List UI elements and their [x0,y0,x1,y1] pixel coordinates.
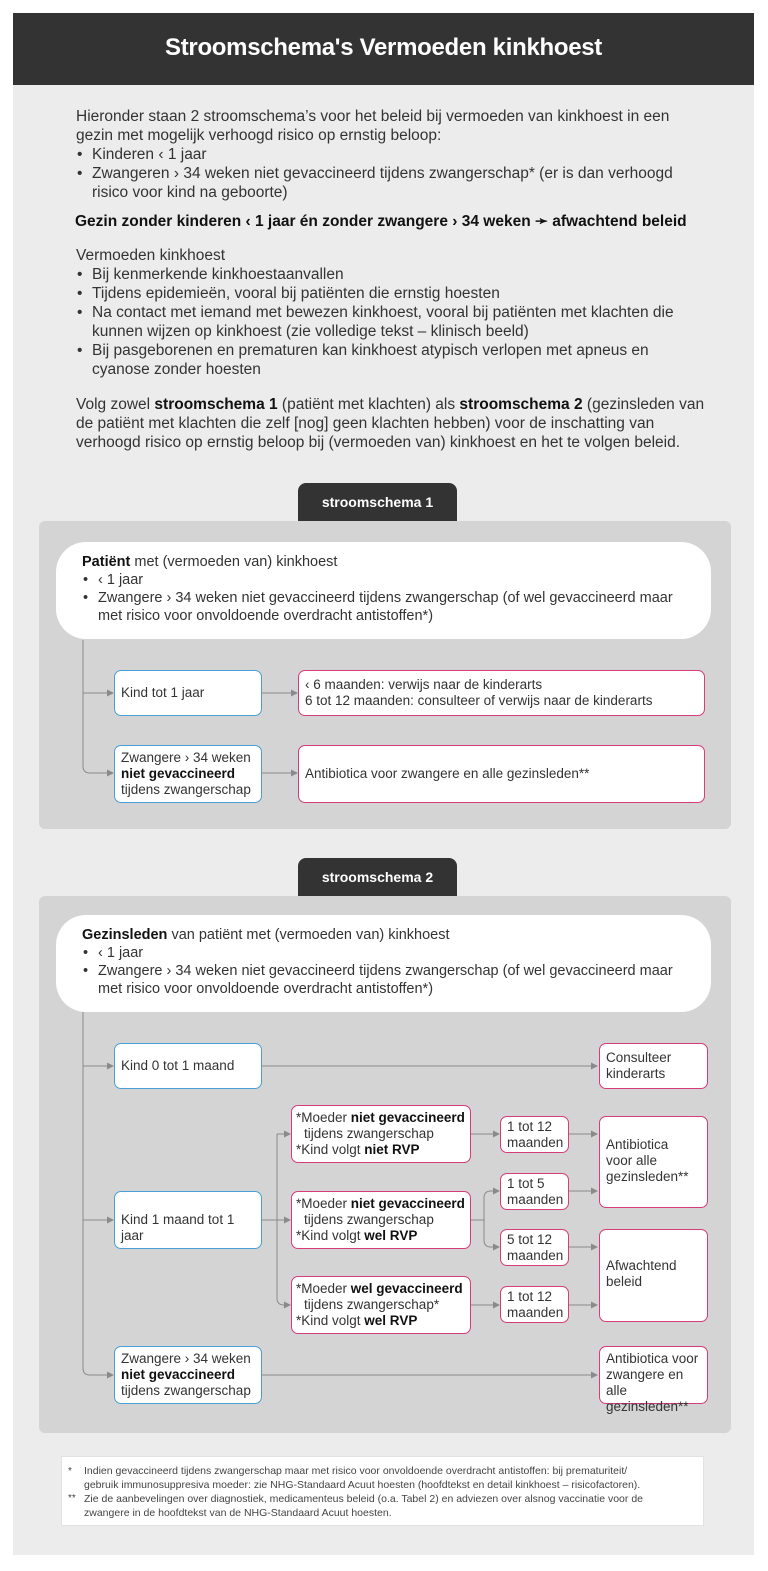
schema2-head-rest: van patiënt met (vermoeden van) kinkhoest [167,927,450,943]
s1-child-box [114,670,262,716]
s2-m1-text: tijdens zwangerschap [304,1126,434,1141]
footnote-mark: ** [68,1493,76,1504]
footnote-mark: * [68,1466,72,1477]
schema1-bullet: • Zwangere › 34 weken niet gevaccineerd tijdens zwangerschap (of wel gevaccineerd maar met risico voor onvoldoende overdracht antistoffen*) [82,589,695,625]
s2-m1-text: *Moeder [296,1110,351,1125]
s2-mother3-arrow [277,1298,290,1305]
s2-m3-bold: wel gevaccineerd [350,1281,463,1296]
s2-kind0-label: Kind 0 tot 1 maand [121,1058,235,1073]
s1-preg-result-label: Antibiotica voor zwangere en alle gezinsleden** [305,766,590,781]
s2-preg-result-line: Antibiotica voor [606,1351,699,1366]
schema2-head-bold: Gezinsleden [82,927,168,943]
s2-mother2-box [291,1191,471,1249]
suspicion-bullet: • Tijdens epidemieën, vooral bij patiënten die ernstig hoesten [76,284,706,303]
s2-kind1-box [114,1191,262,1249]
s2-age1-box [500,1116,569,1153]
schema1-head-rest: met (vermoeden van) kinkhoest [130,554,338,570]
footnote-line: zwangere in de hoofdtekst van de NHG-Standaard Acuut hoesten. [84,1506,392,1519]
s1-child-result-box [298,670,705,716]
s2-preg-box [114,1346,262,1404]
footnote-text [84,1465,700,1492]
s2-m2-text: tijdens zwangerschap [304,1212,434,1227]
s2-m3-text: tijdens zwangerschap* [304,1297,440,1312]
follow-text: (patiënt met klachten) als [277,396,460,413]
s2-age-line: 5 tot 12 [507,1232,553,1247]
suspicion-bullet: • Bij pasgeborenen en prematuren kan kinkhoest atypisch verlopen met apneus en cyanose zonder hoesten [76,341,706,379]
follow-text: (gezinsleden van de patiënt met klachten die zelf [nog] geen klachten hebben) voor de inschatting van verhoogd risico op ernstig beloop bij (vermoeden van) kinkhoest en het te volgen beleid. [76,396,705,451]
intro-text: Hieronder staan 2 stroomschema’s voor het beleid bij vermoeden van kinkhoest in een gezin met mogelijk verhoogd risico op ernstig beloop: [76,108,670,144]
s2-m1-text: *Kind volgt [296,1142,365,1157]
s2-anti-line: voor alle [606,1153,658,1168]
s2-consult-line: kinderarts [606,1066,666,1081]
s2-consult-box [599,1043,708,1089]
suspicion-bullet: • Na contact met iemand met bewezen kinkhoest, vooral bij patiënten met klachten die kunnen wijzen op kinkhoest (zie volledige tekst – klinisch beeld) [76,303,706,341]
s2-wait-line: beleid [606,1274,643,1289]
footnotes-box [61,1456,704,1526]
s2-anti-line: gezinsleden** [606,1169,689,1184]
s2-m3-bold: wel RVP [364,1313,418,1328]
follow-bold: stroomschema 2 [459,396,583,413]
s1-trunk-line [83,640,113,773]
s2-age3-box [500,1229,569,1266]
suspicion-heading: Vermoeden kinkhoest [76,247,226,264]
s2-age-line: maanden [507,1305,564,1320]
suspicion-bullet: • Bij kenmerkende kinkhoestaanvallen [76,265,706,284]
s2-antibiotics-box [599,1116,708,1208]
s2-m2-text: *Moeder [296,1196,351,1211]
schema1-tab: stroomschema 1 [298,483,457,521]
s2-preg-line: Zwangere › 34 weken [121,1351,251,1366]
s2-m2-age2-arrow [484,1240,499,1247]
footnote-text [84,1493,700,1520]
s2-age-line: maanden [507,1192,564,1207]
s2-m1-bold: niet gevaccineerd [350,1110,465,1125]
s2-preg-bold: niet gevaccineerd [121,1367,236,1382]
schema1-bullet: • ‹ 1 jaar [82,571,695,589]
s2-age-line: 1 tot 5 [507,1176,545,1191]
s1-child-result-line: ‹ 6 maanden: verwijs naar de kinderarts [305,677,543,692]
follow-text: Volg zowel [76,396,155,413]
s2-age-line: maanden [507,1248,564,1263]
s1-child-label: Kind tot 1 jaar [121,685,205,700]
s2-age-line: 1 tot 12 [507,1119,553,1134]
s2-m1-bold: niet RVP [364,1142,420,1157]
s2-preg-line: tijdens zwangerschap [121,1383,251,1398]
s1-preg-bold: niet gevaccineerd [121,766,236,781]
intro-bold-line: Gezin zonder kinderen ‹ 1 jaar én zonder zwangere › 34 weken ➛ afwachtend beleid [75,213,687,230]
s2-m2-bold: niet gevaccineerd [350,1196,465,1211]
s2-age4-box [500,1286,569,1323]
s2-m3-text: *Kind volgt [296,1313,365,1328]
intro-bullet: • Zwangeren › 34 weken niet gevaccineerd tijdens zwangerschap* (er is dan verhoogd risico voor kind na geboorte) [76,164,706,202]
page-title: Stroomschema's Vermoeden kinkhoest [165,34,602,61]
s2-mother3-box [291,1276,471,1334]
schema2-tab: stroomschema 2 [298,858,457,896]
s2-kind1-label: Kind 1 maand tot 1 jaar [121,1212,235,1243]
s2-age2-box [500,1173,569,1210]
s1-preg-line: Zwangere › 34 weken [121,750,251,765]
s2-wait-line: Afwachtend [606,1258,677,1273]
s2-age-line: 1 tot 12 [507,1289,553,1304]
footnote-line: Zie de aanbevelingen over diagnostiek, medicamenteus beleid (o.a. Tabel 2) en adviezen over alsnog vaccinatie voor de [84,1493,643,1505]
s1-preg-line: tijdens zwangerschap [121,782,251,797]
follow-bold: stroomschema 1 [154,396,278,413]
s2-m2-age1-arrow [484,1191,499,1198]
s2-consult-line: Consulteer [606,1050,672,1065]
s2-preg-result-box [599,1346,708,1414]
s1-preg-result-box [298,745,705,803]
s2-preg-result-line: zwangere en alle [606,1367,684,1398]
footnote-line: Indien gevaccineerd tijdens zwangerschap maar met risico voor onvoldoende overdracht antistoffen: bij prematuriteit/ [84,1465,628,1477]
s2-wait-box [599,1229,708,1322]
intro-bullet: • Kinderen ‹ 1 jaar [76,145,706,164]
footnote-line: gebruik immunosuppresiva moeder: zie NHG-Standaard Acuut hoesten (hoofdtekst en detail kinkhoest – risicofactoren). [84,1478,641,1491]
schema1-head-bold: Patiënt [82,554,131,570]
s2-age-line: maanden [507,1135,564,1150]
s1-child-result-line: 6 tot 12 maanden: consulteer of verwijs naar de kinderarts [305,693,653,708]
s2-m2-text: *Kind volgt [296,1228,365,1243]
s1-preg-box [114,745,262,803]
s2-anti-line: Antibiotica [606,1137,669,1152]
schema2-bullet: • ‹ 1 jaar [82,944,695,962]
s2-kind0-box [114,1043,262,1089]
s2-m2-bold: wel RVP [364,1228,418,1243]
schema2-bullet: • Zwangere › 34 weken niet gevaccineerd tijdens zwangerschap (of wel gevaccineerd maar met risico voor onvoldoende overdracht antistoffen*) [82,962,695,998]
s2-mother1-box [291,1105,471,1163]
s2-m3-text: *Moeder [296,1281,351,1296]
s2-preg-result-line: gezinsleden** [606,1399,689,1414]
